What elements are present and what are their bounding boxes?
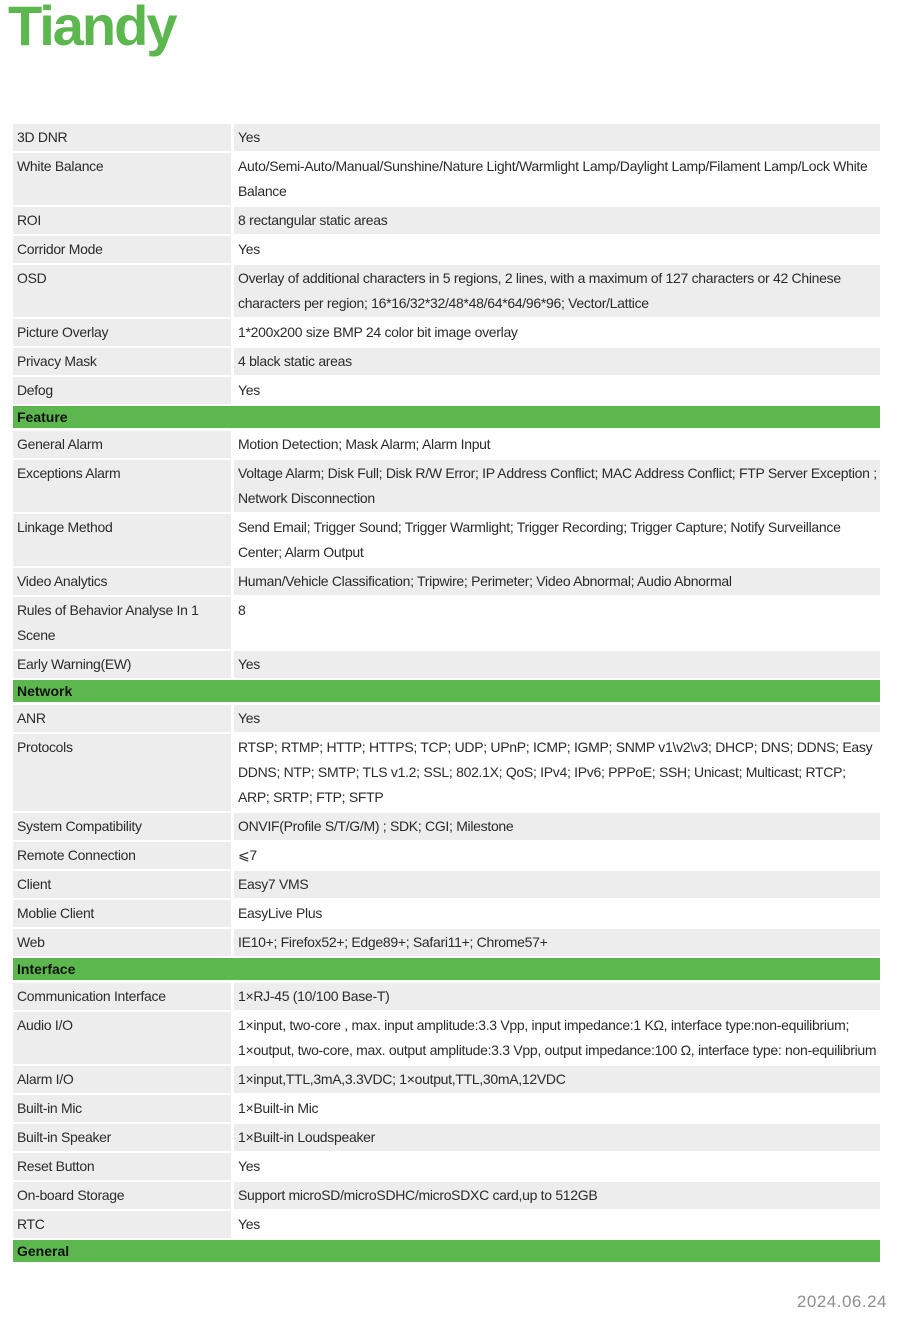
section-header: Feature [13,406,880,428]
spec-value: Human/Vehicle Classification; Tripwire; Perimeter; Video Abnormal; Audio Abnormal [234,568,880,595]
spec-label: Protocols [13,734,231,811]
spec-row [13,377,880,404]
spec-value: 1×input, two-core , max. input amplitude:3.3 Vpp, input impedance:1 KΩ, interface type:non-equilibrium; 1×output, two-core, max. output amplitude:3.3 Vpp, output impedance:100 Ω, interface type: non-equilibrium [234,1012,880,1064]
spec-value: RTSP; RTMP; HTTP; HTTPS; TCP; UDP; UPnP; ICMP; IGMP; SNMP v1\v2\v3; DHCP; DNS; DDNS; Easy DDNS; NTP; SMTP; TLS v1.2; SSL; 802.1X; QoS; IPv4; IPv6; PPPoE; SSH; Unicast; Multicast; RTCP; ARP; SRTP; FTP; SFTP [234,734,880,811]
spec-value: 1×RJ-45 (10/100 Base-T) [234,983,880,1010]
spec-label: White Balance [13,153,231,205]
spec-label: Web [13,929,231,956]
spec-value: 1×Built-in Loudspeaker [234,1124,880,1151]
spec-value: ONVIF(Profile S/T/G/M) ; SDK; CGI; Milestone [234,813,880,840]
spec-label: Corridor Mode [13,236,231,263]
spec-value: Auto/Semi-Auto/Manual/Sunshine/Nature Light/Warmlight Lamp/Daylight Lamp/Filament Lamp/Lock White Balance [234,153,880,205]
spec-value: Yes [234,1153,880,1180]
spec-label: Picture Overlay [13,319,231,346]
spec-value: 1×Built-in Mic [234,1095,880,1122]
spec-label: RTC [13,1211,231,1238]
spec-value: EasyLive Plus [234,900,880,927]
section-header: General [13,1240,880,1262]
spec-row [13,1211,880,1238]
spec-label: Client [13,871,231,898]
spec-value: Easy7 VMS [234,871,880,898]
spec-value: 8 rectangular static areas [234,207,880,234]
spec-value: 8 [234,597,880,649]
spec-label: Defog [13,377,231,404]
spec-label: Reset Button [13,1153,231,1180]
spec-row [13,348,880,375]
spec-value: Yes [234,236,880,263]
spec-row [13,983,880,1010]
spec-value: 4 black static areas [234,348,880,375]
spec-value: Voltage Alarm; Disk Full; Disk R/W Error; IP Address Conflict; MAC Address Conflict; FTP Server Exception ; Network Disconnection [234,460,880,512]
section-header: Network [13,680,880,702]
spec-row [13,842,880,869]
spec-value: 1×input,TTL,3mA,3.3VDC; 1×output,TTL,30mA,12VDC [234,1066,880,1093]
spec-label: Exceptions Alarm [13,460,231,512]
spec-row [13,236,880,263]
spec-row [13,734,880,811]
spec-row [13,813,880,840]
spec-label: 3D DNR [13,124,231,151]
spec-row [13,207,880,234]
spec-value: Yes [234,705,880,732]
spec-label: Communication Interface [13,983,231,1010]
spec-label: Early Warning(EW) [13,651,231,678]
spec-row [13,265,880,317]
spec-row [13,460,880,512]
spec-label: Video Analytics [13,568,231,595]
spec-value: Yes [234,124,880,151]
spec-label: Alarm I/O [13,1066,231,1093]
spec-label: System Compatibility [13,813,231,840]
spec-value: 1*200x200 size BMP 24 color bit image overlay [234,319,880,346]
spec-label: Built-in Speaker [13,1124,231,1151]
spec-row [13,1182,880,1209]
tiandy-logo: Tiandy [8,0,176,57]
spec-value: Yes [234,377,880,404]
spec-row [13,568,880,595]
spec-row [13,597,880,649]
spec-label: Built-in Mic [13,1095,231,1122]
spec-value: Send Email; Trigger Sound; Trigger Warmlight; Trigger Recording; Trigger Capture; Notify Surveillance Center; Alarm Output [234,514,880,566]
spec-value: Yes [234,1211,880,1238]
spec-value: Support microSD/microSDHC/microSDXC card,up to 512GB [234,1182,880,1209]
spec-row [13,900,880,927]
spec-row [13,153,880,205]
spec-row [13,1066,880,1093]
spec-label: Privacy Mask [13,348,231,375]
spec-row [13,651,880,678]
spec-row [13,431,880,458]
spec-label: OSD [13,265,231,317]
spec-row [13,1153,880,1180]
spec-value: Yes [234,651,880,678]
spec-row [13,1095,880,1122]
spec-value: Motion Detection; Mask Alarm; Alarm Input [234,431,880,458]
spec-row [13,124,880,151]
spec-label: Rules of Behavior Analyse In 1 Scene [13,597,231,649]
spec-row [13,871,880,898]
spec-label: ROI [13,207,231,234]
footer-date: 2024.06.24 [796,1292,887,1311]
spec-row [13,929,880,956]
spec-label: General Alarm [13,431,231,458]
section-header: Interface [13,958,880,980]
spec-label: Audio I/O [13,1012,231,1064]
spec-value: Overlay of additional characters in 5 regions, 2 lines, with a maximum of 127 characters or 42 Chinese characters per region; 16*16/32*32/48*48/64*64/96*96; Vector/Lattice [234,265,880,317]
spec-label: Moblie Client [13,900,231,927]
spec-row [13,1012,880,1064]
spec-label: ANR [13,705,231,732]
spec-row [13,1124,880,1151]
spec-label: On-board Storage [13,1182,231,1209]
spec-label: Remote Connection [13,842,231,869]
spec-row [13,514,880,566]
spec-value: IE10+; Firefox52+; Edge89+; Safari11+; Chrome57+ [234,929,880,956]
spec-row [13,705,880,732]
spec-value: ⩽7 [234,842,880,869]
spec-table [13,124,880,1265]
spec-row [13,319,880,346]
spec-label: Linkage Method [13,514,231,566]
